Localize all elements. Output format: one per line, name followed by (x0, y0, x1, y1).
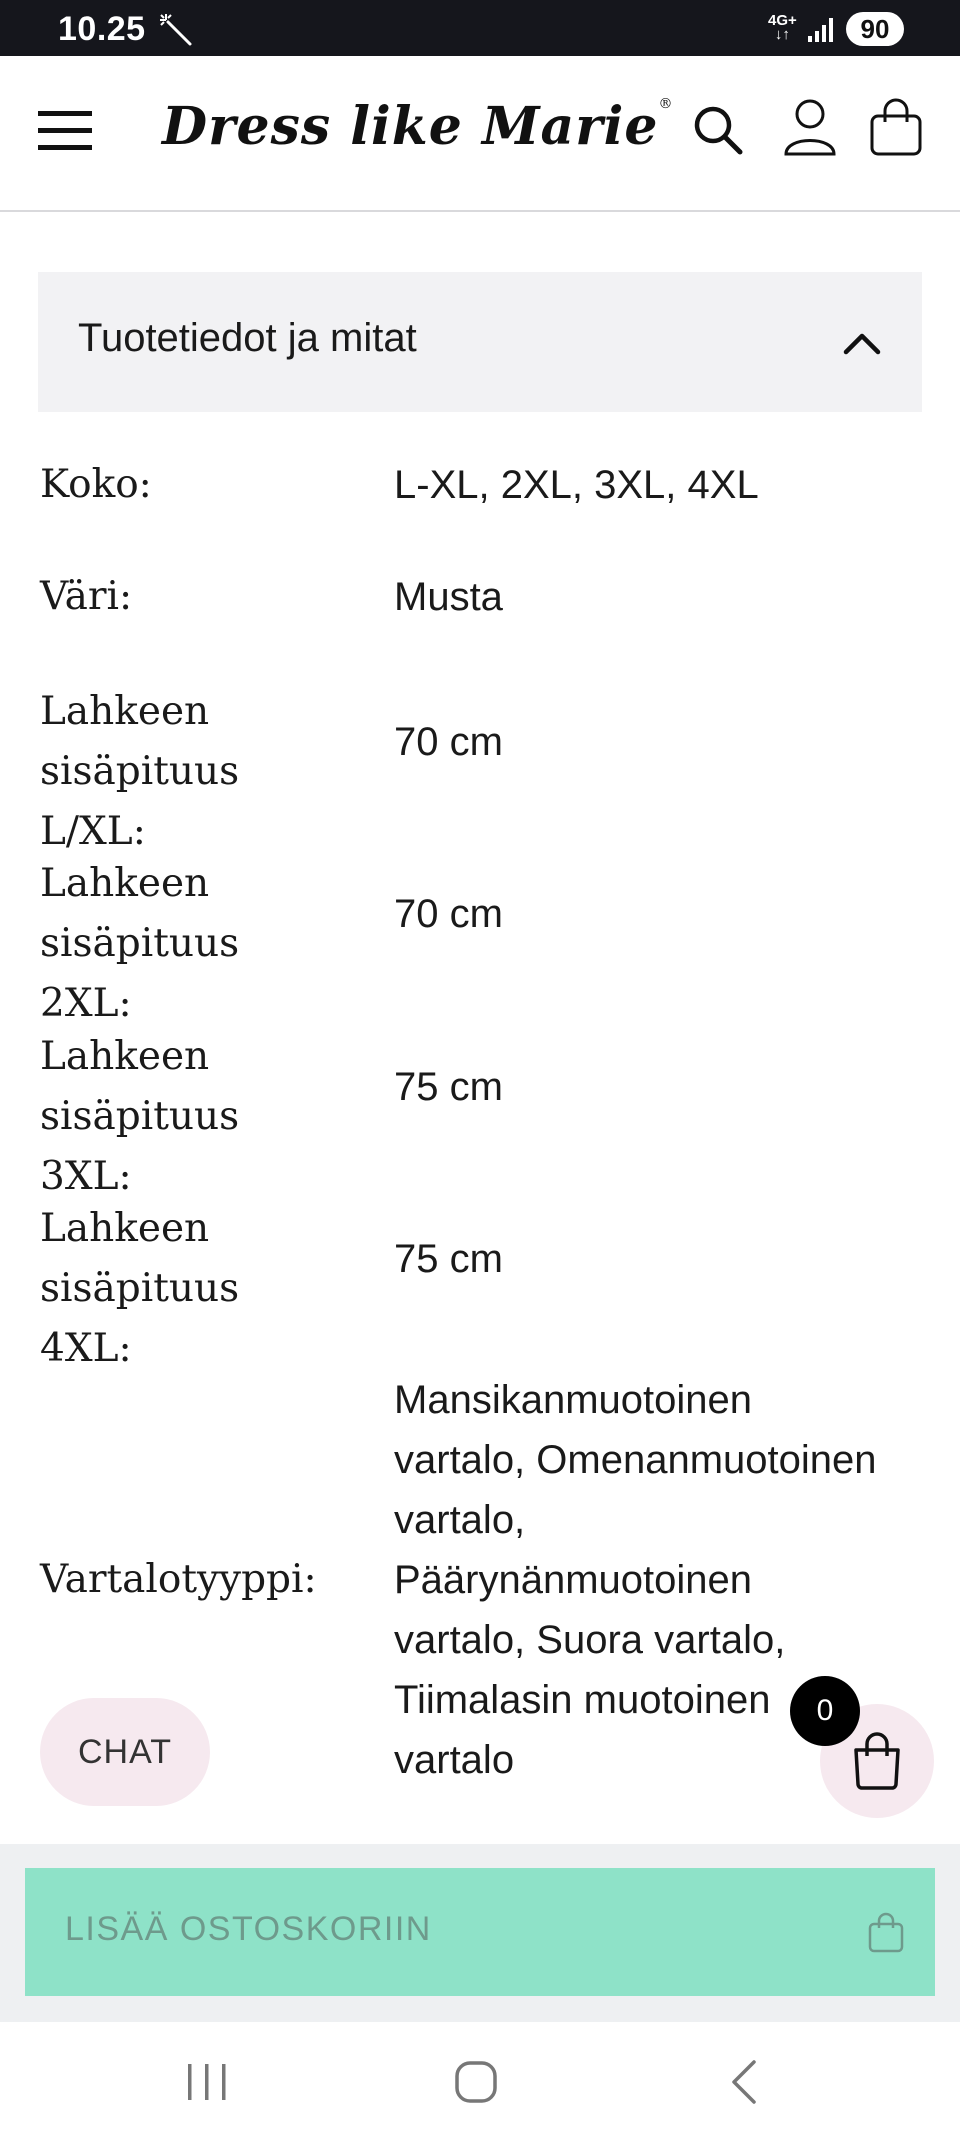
recents-icon[interactable] (182, 2060, 232, 2104)
shopping-bag-icon[interactable] (868, 98, 924, 158)
spec-value: 70 cm (394, 720, 503, 764)
product-details-accordion[interactable] (38, 272, 922, 412)
site-header (0, 56, 960, 212)
spec-label: Lahkeen sisäpituus 4XL: (40, 1206, 240, 1371)
battery-level: 90 (846, 12, 904, 46)
spec-label: Lahkeen sisäpituus 2XL: (40, 861, 240, 1026)
spec-value: 75 cm (394, 1237, 503, 1281)
spec-label: Väri: (40, 574, 133, 619)
logo-text: Dress like Marie® (162, 96, 674, 157)
shopping-bag-icon (850, 1730, 904, 1790)
shopping-bag-icon (867, 1912, 905, 1954)
magic-wand-icon (158, 12, 194, 48)
add-to-cart-bar (0, 1844, 960, 2022)
account-icon[interactable] (782, 98, 838, 158)
status-bar (0, 0, 960, 56)
spec-label: Koko: (40, 462, 152, 507)
back-icon[interactable] (722, 2056, 766, 2108)
cart-count-badge: 0 (790, 1676, 860, 1746)
home-icon[interactable] (452, 2058, 500, 2106)
system-navigation-bar (0, 2022, 960, 2140)
spec-label: Vartalotyyppi: (40, 1557, 317, 1602)
network-type: 4G+ ↓↑ (768, 12, 797, 43)
spec-label: Lahkeen sisäpituus L/XL: (40, 689, 240, 854)
menu-icon[interactable] (38, 109, 92, 153)
spec-value: L-XL, 2XL, 3XL, 4XL (394, 463, 759, 507)
accordion-title: Tuotetiedot ja mitat (78, 316, 417, 360)
add-to-cart-label: LISÄÄ OSTOSKORIIN (65, 1910, 432, 1948)
spec-label: Lahkeen sisäpituus 3XL: (40, 1034, 240, 1199)
spec-value: 75 cm (394, 1065, 503, 1109)
site-logo[interactable] (162, 96, 674, 176)
signal-icon (806, 16, 836, 44)
search-icon[interactable] (690, 102, 746, 158)
add-to-cart-button[interactable] (25, 1868, 935, 1996)
spec-value: Musta (394, 575, 503, 619)
chat-button[interactable]: CHAT (40, 1698, 210, 1806)
spec-value: 70 cm (394, 892, 503, 936)
chevron-up-icon[interactable] (838, 318, 886, 366)
status-time: 10.25 (58, 10, 146, 48)
spec-value: Mansikanmuotoinen vartalo, Omenanmuotoinen vartalo, Päärynänmuotoinen vartalo, Suora vartalo, Tiimalasin muotoinen vartalo (394, 1378, 877, 1782)
